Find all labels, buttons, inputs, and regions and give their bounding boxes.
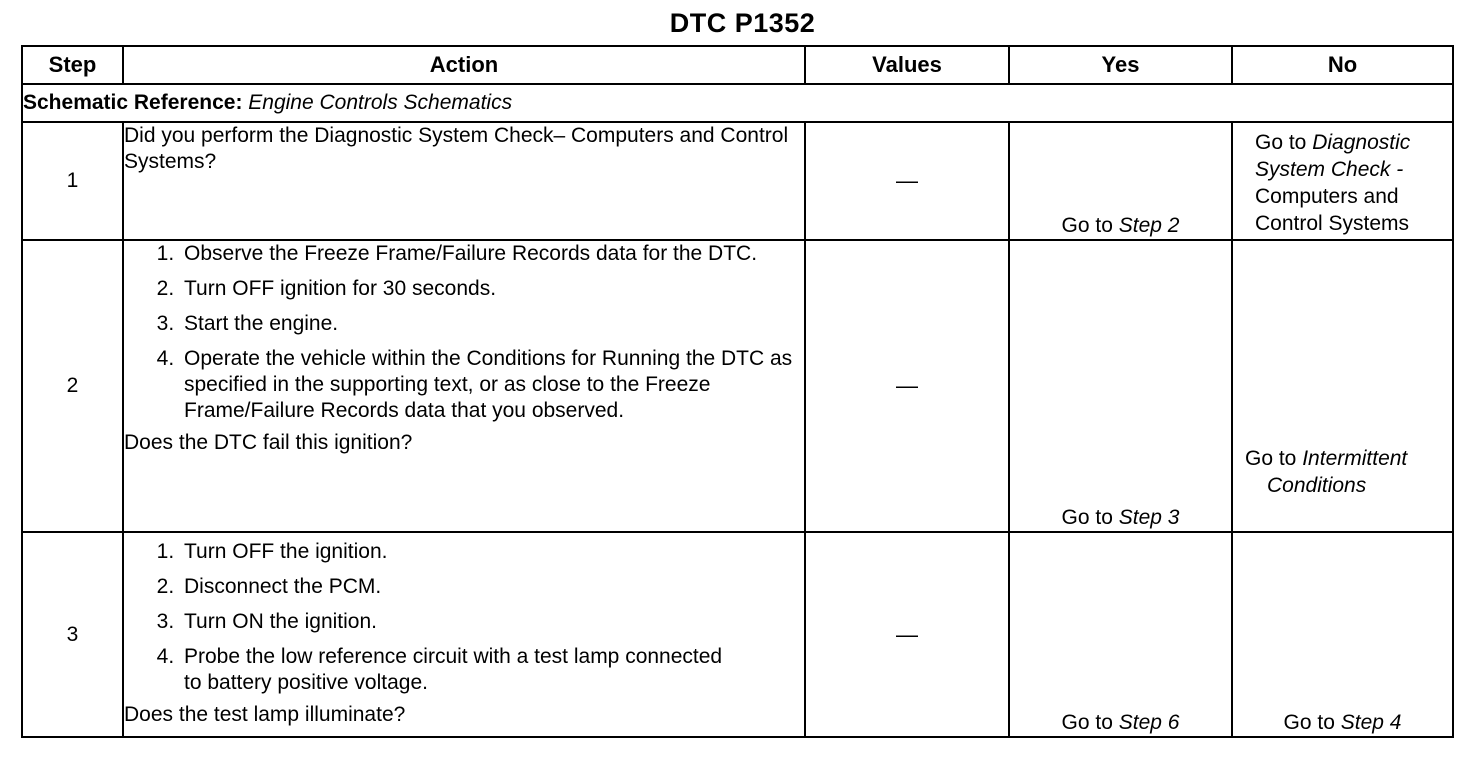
no-prefix: Go to [1245, 447, 1297, 470]
yes-cell [1009, 532, 1232, 737]
action-step: 1. Observe the Freeze Frame/Failure Records data for the DTC. [180, 241, 804, 267]
header-no: No [1232, 46, 1453, 84]
action-step: 1. Turn OFF the ignition. [180, 539, 804, 565]
no-link-cont: Conditions [1267, 474, 1367, 497]
action-question: Does the DTC fail this ignition? [124, 431, 413, 454]
header-values: Values [805, 46, 1009, 84]
table-row [22, 240, 1453, 532]
yes-cell [1009, 122, 1232, 240]
action-cell [123, 532, 805, 737]
action-step: 4. Operate the vehicle within the Conditions for Running the DTC as specified in the supporting text, or as close to the Freeze Frame/Failure Records data that you observed. [180, 346, 804, 424]
step-number: 2 [22, 240, 123, 532]
header-step: Step [22, 46, 123, 84]
no-cell [1232, 532, 1453, 737]
no-link: Intermittent [1302, 447, 1408, 470]
values-cell: — [805, 240, 1009, 532]
action-question: Does the test lamp illuminate? [124, 703, 406, 726]
action-steps [124, 539, 804, 696]
action-cell [123, 122, 805, 240]
step-number: 1 [22, 122, 123, 240]
no-prefix: Go to [1255, 131, 1307, 154]
no-suffix: Computers and Control Systems [1255, 185, 1410, 235]
yes-prefix: Go to [1061, 214, 1113, 237]
schematic-row [22, 84, 1453, 122]
action-steps [124, 241, 804, 424]
action-cell [123, 240, 805, 532]
diagnostic-table [21, 45, 1454, 738]
schematic-reference [22, 84, 1453, 122]
yes-prefix: Go to [1061, 711, 1113, 734]
page-title: DTC P1352 [669, 8, 816, 38]
yes-link: Step 3 [1118, 506, 1180, 529]
no-link: Step 4 [1340, 711, 1402, 734]
schematic-value: Engine Controls Schematics [248, 91, 513, 114]
action-step: 2. Disconnect the PCM. [180, 574, 804, 600]
header-action: Action [123, 46, 805, 84]
action-step: 4. Probe the low reference circuit with a test lamp connected to battery positive voltage. [180, 644, 804, 696]
header-row [22, 46, 1453, 84]
schematic-label: Schematic Reference: [23, 91, 243, 114]
action-step: 3. Start the engine. [180, 311, 804, 337]
yes-prefix: Go to [1061, 506, 1113, 529]
yes-link: Step 6 [1118, 711, 1180, 734]
no-prefix: Go to [1283, 711, 1335, 734]
action-step: 3. Turn ON the ignition. [180, 609, 804, 635]
action-text: Did you perform the Diagnostic System Check– Computers and Control Systems? [124, 124, 789, 173]
no-cell [1232, 240, 1453, 532]
yes-link: Step 2 [1118, 214, 1180, 237]
table-row [22, 532, 1453, 737]
action-step: 2. Turn OFF ignition for 30 seconds. [180, 276, 804, 302]
yes-cell [1009, 240, 1232, 532]
table-row [22, 122, 1453, 240]
no-link: Diagnostic System Check - [1255, 131, 1411, 181]
values-cell: — [805, 122, 1009, 240]
no-cell [1232, 122, 1453, 240]
step-number: 3 [22, 532, 123, 737]
header-yes: Yes [1009, 46, 1232, 84]
values-cell: — [805, 532, 1009, 737]
